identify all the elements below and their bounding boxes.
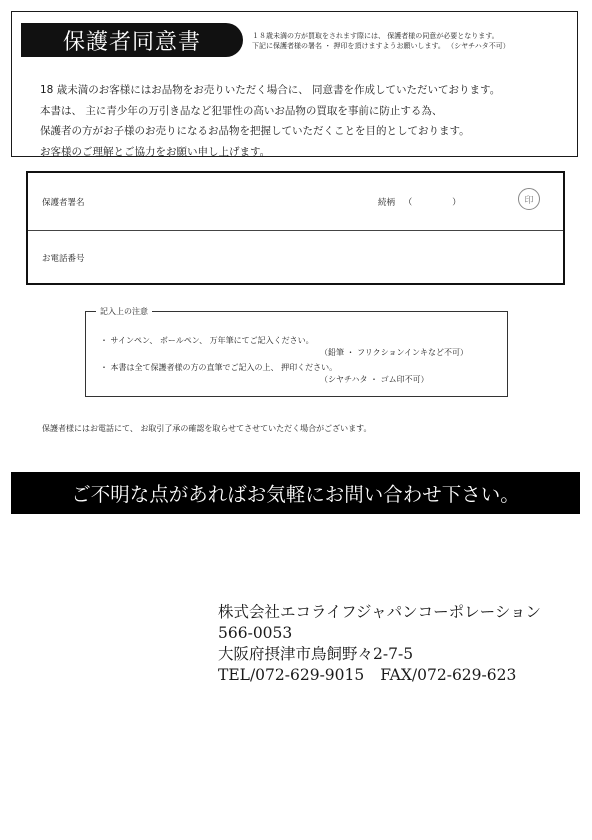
header-note bbox=[252, 31, 510, 51]
relationship-close-paren: ） bbox=[452, 198, 461, 208]
instructions-title: 記入上の注意 bbox=[96, 306, 152, 317]
intro-line-2: 本書は、 主に青少年の万引き品など犯罪性の高いお品物の買取を事前に防止する為、 bbox=[40, 104, 443, 117]
header-note-line-1: １８歳未満の方が買取をされます際には、 保護者様の同意が必要となります。 bbox=[252, 32, 499, 40]
instruction-item-2-sub: （シヤチハタ ・ ゴム印不可） bbox=[320, 375, 429, 384]
contact-banner bbox=[11, 472, 580, 514]
instruction-item-1: ・ サインペン、 ボールペン、 万年筆にてご記入ください。 bbox=[100, 336, 314, 345]
seal-label: 印 bbox=[524, 195, 534, 206]
guardian-signature-label: 保護者署名 bbox=[42, 198, 85, 208]
relationship-field[interactable] bbox=[378, 196, 461, 208]
instructions-box bbox=[85, 307, 508, 397]
company-info bbox=[218, 602, 541, 686]
intro-paragraph bbox=[40, 80, 500, 162]
company-address: 大阪府摂津市鳥飼野々2-7-5 bbox=[218, 645, 414, 663]
company-postal-code: 566-0053 bbox=[218, 624, 293, 642]
contact-banner-text: ご不明な点があればお気軽にお問い合わせ下さい。 bbox=[71, 483, 520, 506]
intro-line-1: 18 歳未満のお客様にはお品物をお売りいただく場合に、 同意書を作成していただいております。 bbox=[40, 84, 501, 96]
phone-number-label: お電話番号 bbox=[42, 254, 85, 264]
relationship-label: 続柄 bbox=[378, 198, 396, 208]
relationship-open-paren: （ bbox=[403, 198, 413, 208]
instruction-item-2: ・ 本書は全て保護者様の方の直筆でご記入の上、 押印ください。 bbox=[100, 363, 338, 372]
phone-confirmation-note: 保護者様にはお電話にて、 お取引了承の確認を取らせてさせていただく場合がございます。 bbox=[42, 424, 372, 433]
instruction-item-1-sub: （鉛筆 ・ フリクションインキなど不可） bbox=[320, 348, 469, 357]
form-divider bbox=[28, 230, 563, 231]
document-title: 保護者同意書 bbox=[21, 23, 243, 57]
company-contact-numbers bbox=[218, 665, 541, 686]
signature-form bbox=[26, 171, 565, 285]
intro-line-4: お客様のご理解とご協力をお願い申し上げます。 bbox=[40, 145, 271, 158]
company-fax: FAX/072-629-623 bbox=[380, 666, 517, 684]
header-note-line-2: 下記に保護者様の署名 ・ 押印を頂けますようお願いします。 （シヤチハタ不可） bbox=[252, 42, 510, 50]
consent-header-box bbox=[11, 11, 578, 157]
intro-line-3: 保護者の方がお子様のお売りになるお品物を把握していただくことを目的としております。 bbox=[40, 125, 470, 137]
company-tel: TEL/072-629-9015 bbox=[218, 666, 365, 684]
seal-stamp-circle bbox=[518, 188, 540, 210]
company-name: 株式会社エコライフジャパンコーポレーション bbox=[218, 603, 542, 621]
